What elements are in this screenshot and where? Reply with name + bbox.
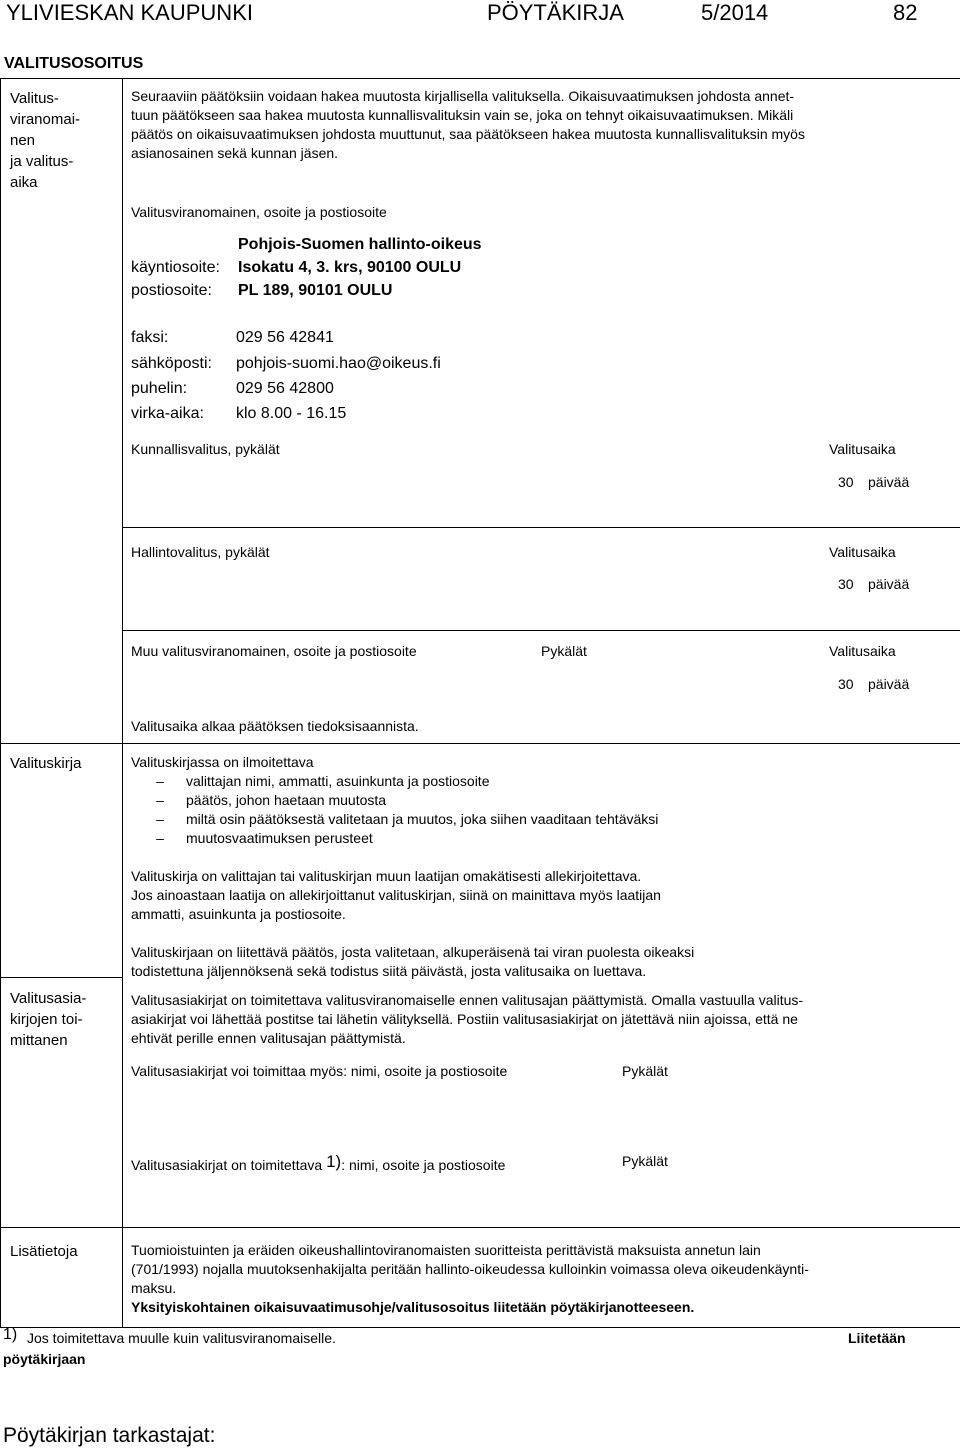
frame-top-line	[0, 78, 960, 79]
delivery-must-pykalat: Pykälät	[622, 1153, 668, 1169]
delivery-paragraph: Valitusasiakirjat on toimitettava valitusviranomaiselle ennen valitusajan päättymistä. Omalla vastuulla valitus- asiakirjat voi lähettää postitse tai lähetin välityksellä. Postiin valitusasiakirjat on jätettävä niin ajoissa, että ne ehtivät perille ennen valitusajan päättymistä.	[131, 992, 804, 1046]
dash-bullet: –	[156, 773, 164, 789]
fax-value: 029 56 42841	[236, 329, 334, 346]
label-valituskirja: Valituskirja	[10, 755, 82, 772]
inspectors-label: Pöytäkirjan tarkastajat:	[3, 1424, 216, 1447]
page-number: 82	[893, 0, 918, 25]
phone-value: 029 56 42800	[236, 380, 334, 397]
list-item: – miltä osin päätöksestä valitetaan ja muutos, joka siihen vaaditaan tehtäväksi	[148, 810, 658, 829]
email-value: pohjois-suomi.hao@oikeus.fi	[236, 355, 441, 372]
admin-valitusaika-label: Valitusaika	[829, 544, 896, 560]
list-item: – valittajan nimi, ammatti, asuinkunta ja postiosoite	[148, 772, 658, 791]
delivery-also-pykalat: Pykälät	[622, 1063, 668, 1079]
other-valitusaika-label: Valitusaika	[829, 643, 896, 659]
sep-before-info	[0, 1227, 960, 1228]
list-item: – muutosvaatimuksen perusteet	[148, 829, 658, 848]
valituskirja-list	[148, 772, 658, 848]
admin-days-word: päivää	[868, 576, 910, 592]
meeting-number: 5/2014	[701, 0, 769, 25]
municipal-days-number: 30	[838, 474, 854, 490]
dash-bullet: –	[156, 830, 164, 846]
label-valitusasiakirjat: Valitusasia- kirjojen toi- mittanen	[10, 990, 87, 1049]
list-item: – päätös, johon haetaan muutosta	[148, 791, 658, 810]
frame-bottom-line	[0, 1327, 960, 1328]
appeal-start-note: Valitusaika alkaa päätöksen tiedoksisaannista.	[131, 718, 419, 734]
other-authority-heading: Muu valitusviranomainen, osoite ja postiosoite	[131, 643, 417, 659]
other-days-word: päivää	[868, 676, 910, 692]
page-title: VALITUSOSOITUS	[4, 55, 144, 72]
sep-after-section2	[0, 977, 122, 978]
footnote-mark: 1)	[3, 1326, 18, 1343]
visit-address: Isokatu 4, 3. krs, 90100 OULU	[238, 259, 462, 276]
municipal-days-word: päivää	[868, 474, 910, 490]
authority-name: Pohjois-Suomen hallinto-oikeus	[238, 236, 482, 253]
footnote-text: Jos toimitettava muulle kuin valitusviranomaiselle.	[27, 1330, 336, 1346]
admin-appeal-heading: Hallintovalitus, pykälät	[131, 544, 270, 560]
attached-note: Liitetään	[848, 1330, 906, 1346]
divider-admin	[122, 630, 960, 631]
municipal-valitusaika-label: Valitusaika	[829, 441, 896, 457]
dash-bullet: –	[156, 811, 164, 827]
delivery-also-heading: Valitusasiakirjat voi toimittaa myös: nimi, osoite ja postiosoite	[131, 1063, 508, 1079]
other-days-number: 30	[838, 676, 854, 692]
dash-bullet: –	[156, 792, 164, 808]
frame-divider-line	[122, 78, 123, 1328]
intro-paragraph: Seuraaviin päätöksiin voidaan hakea muutosta kirjallisella valituksella. Oikaisuvaatimuksen johdosta annet- tuun päätökseen saa hakea muutosta kunnallisvalituksin vain se, joka on tehnyt oikaisuvaatimuksen. Mikäli päätös on oikaisuvaatimuksen johdosta muuttunut, saa päätökseen hakea muutosta kunnallisvalituksin myös asianosainen sekä kunnan jäsen.	[131, 88, 805, 161]
other-pykalat-label: Pykälät	[541, 643, 587, 659]
attachment-requirements: Valituskirjaan on liitettävä päätös, josta valitetaan, alkuperäisenä tai viran puolesta oikeaksi todistettuna jäljennöksenä sekä todistus siitä päivästä, josta valitusaika on luettava.	[131, 944, 695, 979]
delivery-must-heading: Valitusasiakirjat on toimitettava 1): nimi, osoite ja postiosoite	[131, 1152, 506, 1173]
attached-note-continued: pöytäkirjaan	[3, 1351, 86, 1367]
sep-after-section1	[0, 743, 960, 744]
signature-requirements: Valituskirja on valittajan tai valituskirjan muun laatijan omakätisesti allekirjoitettava. Jos ainoastaan laatija on allekirjoittanut valituskirjan, siinä on mainittava myös laatijan ammatti, asuinkunta ja postiosoite.	[131, 868, 661, 922]
document-type: PÖYTÄKIRJA	[487, 0, 624, 25]
hours-value: klo 8.00 - 16.15	[236, 405, 347, 422]
municipal-appeal-heading: Kunnallisvalitus, pykälät	[131, 441, 280, 457]
frame-left-line	[0, 78, 1, 1328]
postal-address-label: postiosoite:	[131, 282, 212, 299]
organization-name: YLIVIESKAN KAUPUNKI	[6, 0, 253, 25]
authority-heading: Valitusviranomainen, osoite ja postiosoite	[131, 204, 387, 220]
admin-days-number: 30	[838, 576, 854, 592]
fax-label: faksi:	[131, 329, 169, 346]
postal-address: PL 189, 90101 OULU	[238, 282, 393, 299]
label-lisatietoja: Lisätietoja	[10, 1243, 78, 1260]
visit-address-label: käyntiosoite:	[131, 259, 220, 276]
phone-label: puhelin:	[131, 380, 188, 397]
info-paragraph: Tuomioistuinten ja eräiden oikeushallintoviranomaisten suoritteista perittävistä maksuista annetun lain (701/1993) nojalla muutoksenhakijalta peritään hallinto-oikeudessa kulloinkin voimassa oleva oikeudenkäynti- maksu. Yksityiskohtainen oikaisuvaatimusohje/valitusosoitus liitetään pöytäkirjanotteeseen.	[131, 1242, 809, 1315]
label-valitusviranomainen: Valitus- viranomai- nen ja valitus- aika	[10, 90, 81, 191]
hours-label: virka-aika:	[131, 405, 204, 422]
valituskirja-heading: Valituskirjassa on ilmoitettava	[131, 754, 314, 770]
email-label: sähköposti:	[131, 355, 212, 372]
divider-municipal	[122, 527, 960, 528]
